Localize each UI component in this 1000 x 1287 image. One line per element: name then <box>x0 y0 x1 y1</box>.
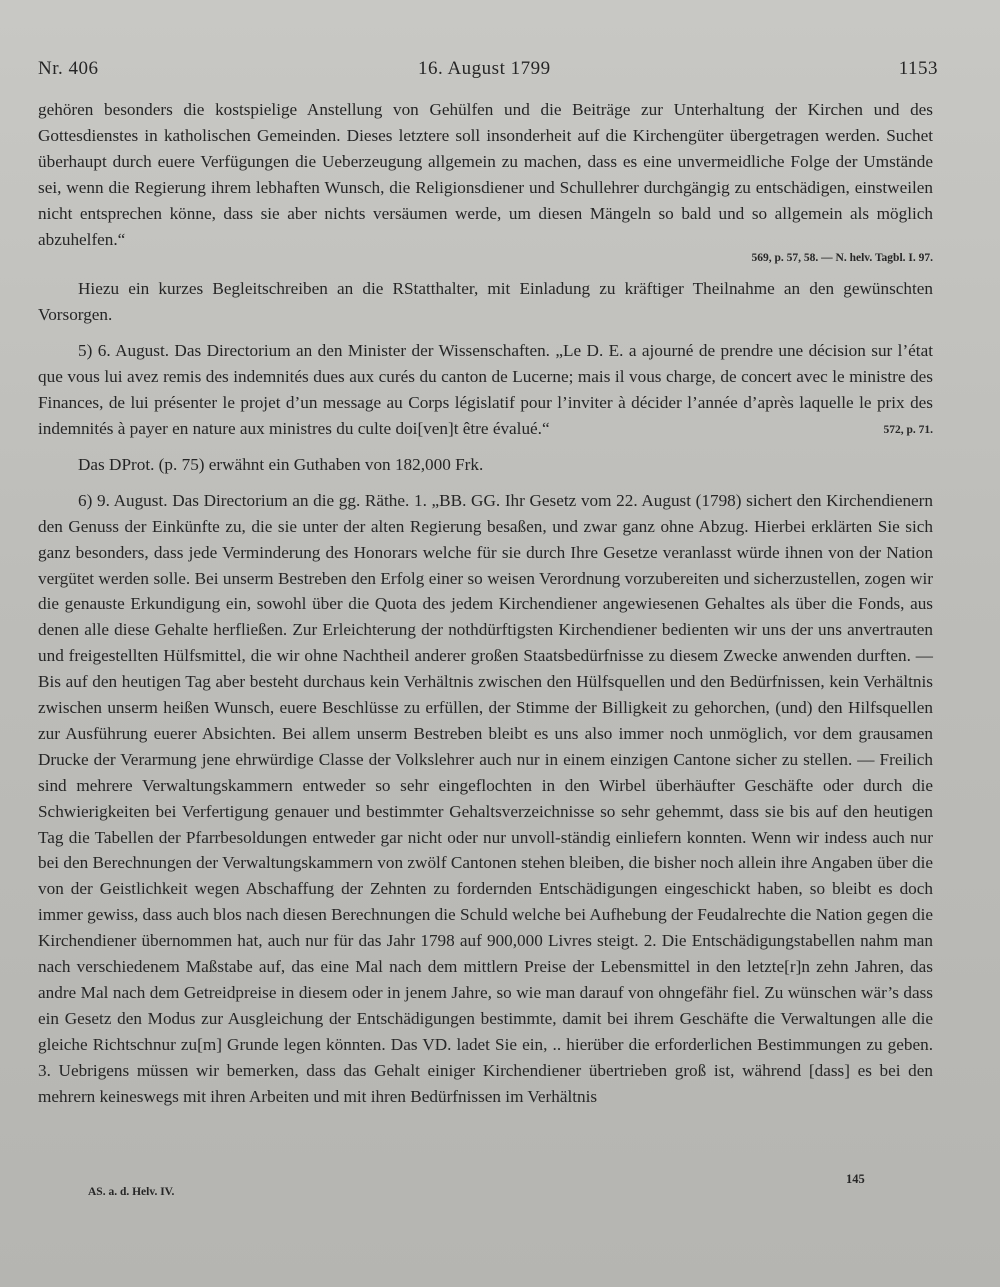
sheet-number: 145 <box>846 1172 865 1186</box>
paragraph-3 <box>38 338 933 442</box>
document-number: Nr. 406 <box>38 58 99 79</box>
signature-mark: AS. a. d. Helv. IV. <box>88 1186 175 1198</box>
source-reference-1: 569, p. 57, 58. — N. helv. Tagbl. I. 97. <box>751 252 933 265</box>
paragraph-1: gehören besonders die kostspielige Anstellung von Gehülfen und die Beiträge zur Unterhaltung der Kirchen und des Gottesdienstes in katholischen Gemeinden. Dieses letztere soll insonderheit auf die Kirchengüter übergetragen werden. Suchet überhaupt durch euere Verfügungen die Ueberzeugung allgemein zu machen, dass es eine unvermeidliche Folge der Umstände sei, wenn die Regierung ihrem lebhaften Wunsch, die Religionsdiener und Schullehrer durchgängig zu entschädigen, einstweilen nicht entsprechen könne, dass sie aber nichts versäumen werde, um diesen Mängeln so bald und so allgemein als möglich abzuhelfen.“ <box>38 100 933 249</box>
page-footer <box>88 1172 938 1212</box>
paragraph-2: Hiezu ein kurzes Begleitschreiben an die RStatthalter, mit Einladung zu kräftiger Theilnahme an den gewünschten Vorsorgen. <box>38 279 933 325</box>
page-number: 1153 <box>898 58 938 79</box>
header-date: 16. August 1799 <box>418 58 551 79</box>
source-reference-3: 572, p. 71. <box>883 423 933 436</box>
paragraph-3-text: 5) 6. August. Das Directorium an den Minister der Wissenschaften. „Le D. E. a ajourné de prendre une décision sur l’état que vous lui avez remis des indemnités dues aux curés du canton de Lucerne; mais il vous charge, de concert avec le ministre des Finances, de lui présenter le projet d’un message au Corps législatif pour l’inviter à décider l’année d’après laquelle le prix des indemnités à payer en nature aux ministres du culte doi[ven]t être évalué.“ <box>38 341 933 438</box>
paragraph-4: Das DProt. (p. 75) erwähnt ein Guthaben von 182,000 Frk. <box>78 454 484 474</box>
paragraph-5: 6) 9. August. Das Directorium an die gg. Räthe. 1. „BB. GG. Ihr Gesetz vom 22. August (1798) sichert den Kirchendienern den Genuss der Einkünfte zu, die sie unter der alten Regierung besaßen, und zwar ganz ohne Abzug. Hierbei erklärten Sie sich ganz besonders, dass jede Verminderung des Honorars welche für sie durch Ihre Gesetze veranlasst würde ihnen von der Nation vergütet werden solle. Bei unserm Bestreben den Erfolg einer so weisen Verordnung vorzubereiten und sicherzustellen, zogen wir die genauste Erkundigung ein, sowohl über die Quota des jedem Kirchendiener angewiesenen Gehaltes als über die Fonds, aus denen alle diese Gehalte herfließen. Zur Erleichterung der nothdürftigsten Kirchendiener bedienten wir uns der uns anvertrauten und freigestellten Hülfsmittel, die wir ohne Nachtheil anderer großen Staatsbedürfnisse zu diesem Zwecke anwenden durften. — Bis auf den heutigen Tag aber besteht durchaus kein Verhältnis zwischen den Hülfsquellen und den Bedürfnissen, kein Verhältnis zwischen unserm heißen Wunsch, euere Beschlüsse zu erfüllen, der Stimme der Billigkeit zu gehorchen, (und) den Hilfsquellen zur Ausführung euerer Absichten. Bei allem unserm Bestreben bleibt es uns also immer noch unmöglich, vor dem grausamen Drucke der Verarmung jene ehrwürdige Classe der Volkslehrer auch nur in einem einzigen Cantone sicher zu stellen. — Freilich sind mehrere Verwaltungskammern entweder so sehr eingeflochten in den Wirbel überhäufter Geschäfte oder durch die Schwierigkeiten bei Verfertigung genauer und bestimmter Gehaltsverzeichnisse so sehr gehemmt, dass sie bis auf den heutigen Tag die Tabellen der Pfarrbesoldungen entweder gar nicht oder nur unvoll-ständig einliefern konnten. Wenn wir indess auch nur bei den Berechnungen der Verwaltungskammern von zwölf Cantonen stehen bleiben, die bisher noch allein ihre Angaben über die von der Geistlichkeit wegen Abschaffung der Zehnten zu fordernden Entschädigungen eingeschickt haben, so bleibt es doch immer gewiss, dass auch blos nach diesen Berechnungen die Schuld welche bei Aufhebung der Feudalrechte die Nation gegen die Kirchendiener übernommen hat, auch nur für das Jahr 1798 auf 900,000 Livres steigt. 2. Die Entschädigungstabellen nahm man nach verschiedenem Maßstabe auf, das eine Mal nach dem mittlern Preise der Lebensmittel in den letzte[r]n zehn Jahren, das andre Mal nach dem Getreidpreise in diesem oder in jenem Jahre, so wie man darauf von ohngefähr fiel. Zu wünschen wär’s dass ein Gesetz den Modus zur Ausgleichung der Entschädigungen bestimmte, damit bei ihrem Geschäfte die Verwaltungen alle die gleiche Richtschnur zu[m] Grunde legen könnten. Das VD. ladet Sie ein, .. hierüber die erforderlichen Bestimmungen zu geben. 3. Uebrigens müssen wir bemerken, dass das Gehalt einiger Kirchendiener übertrieben groß ist, während [dass] es bei den mehrern keineswegs mit ihren Arbeiten und mit ihren Bedürfnissen im Verhältnis <box>38 490 933 1106</box>
running-header <box>38 58 938 88</box>
page-body <box>38 97 933 1110</box>
